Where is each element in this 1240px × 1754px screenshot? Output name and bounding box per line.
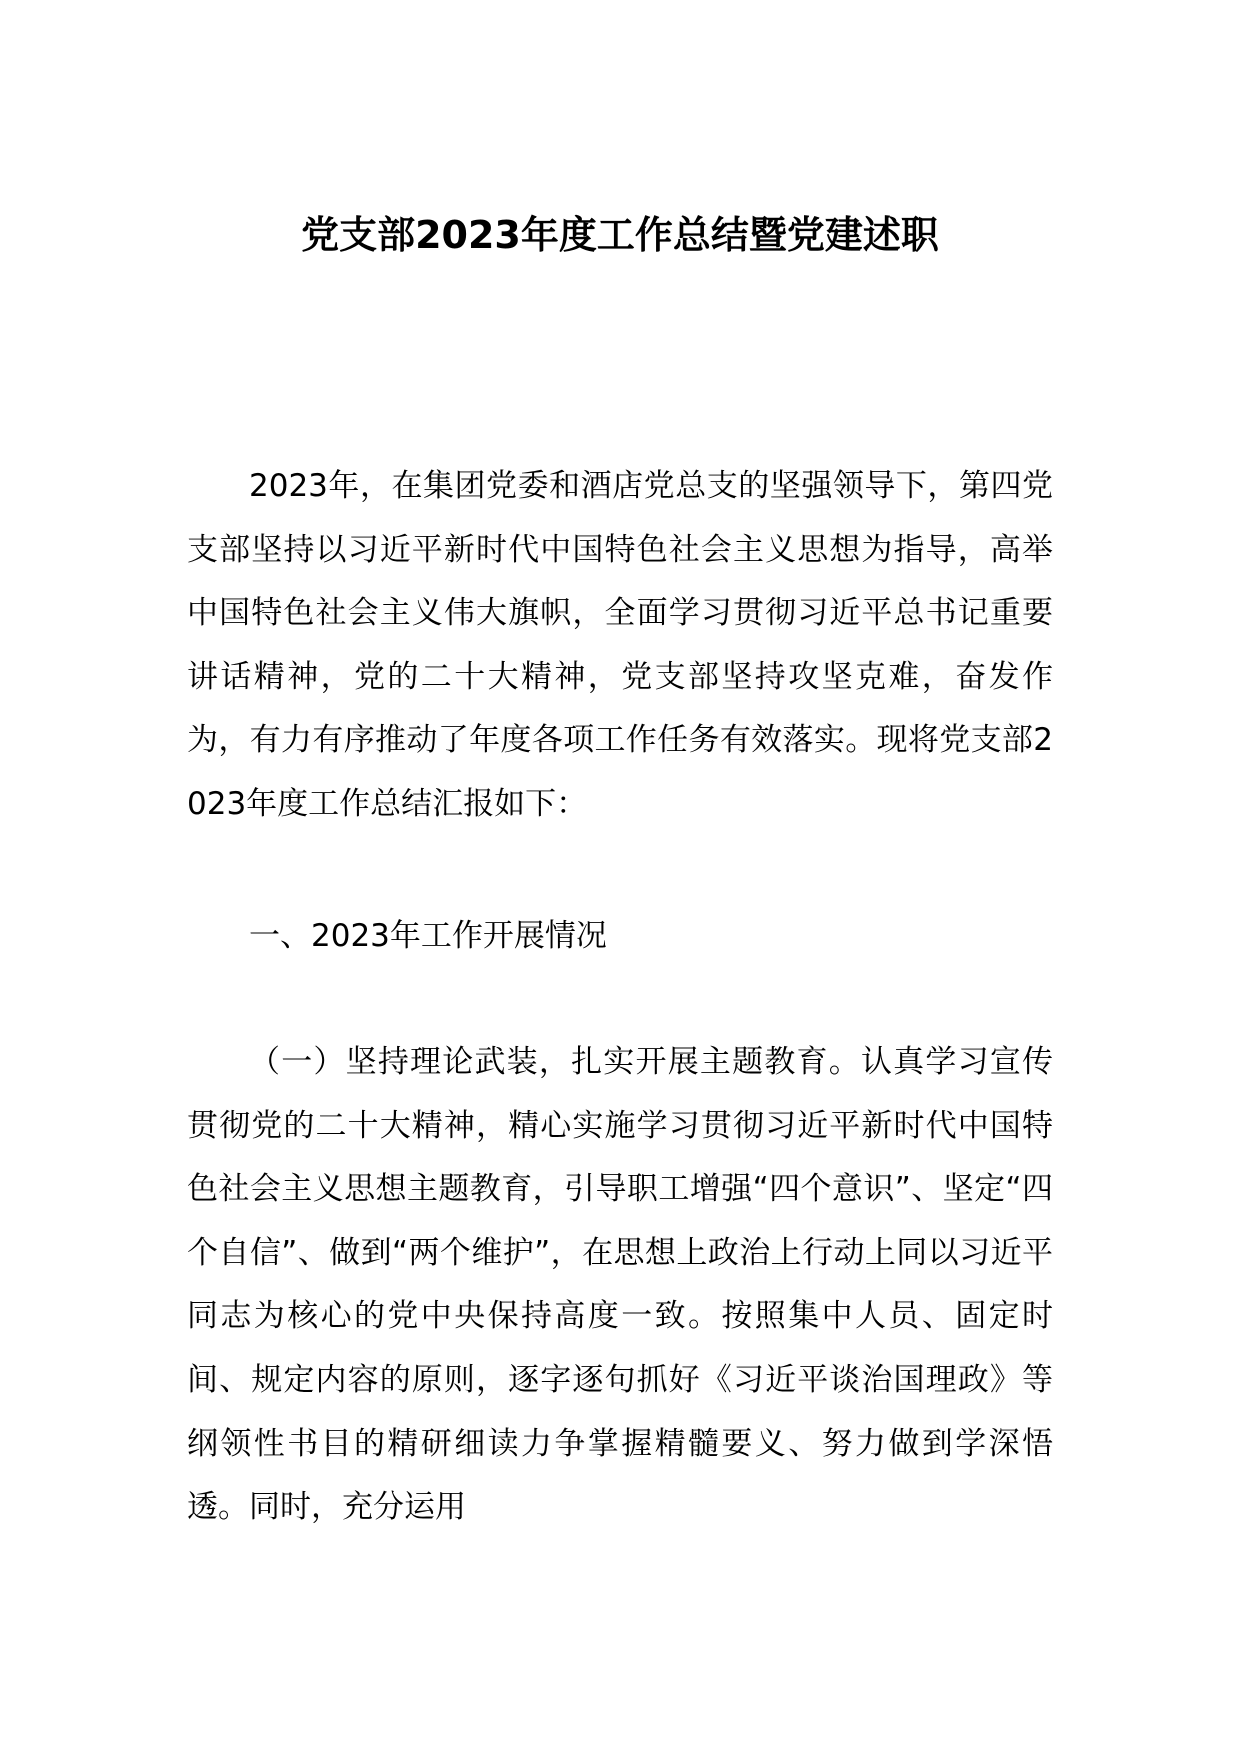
subsection-paragraph: （一）坚持理论武装，扎实开展主题教育。认真学习宣传贯彻党的二十大精神，精心实施学习贯彻习近平新时代中国特色社会主义思想主题教育，引导职工增强“四个意识”、坚定“四个自信”、做到“两个维护”，在思想上政治上行动上同以习近平同志为核心的党中央保持高度一致。按照集中人员、固定时间、规定内容的原则，逐字逐句抓好《习近平谈治国理政》等纲领性书目的精研细读力争掌握精髓要义、努力做到学深悟透。同时，充分运用 bbox=[187, 1044, 1053, 1526]
section-heading-block bbox=[187, 905, 1053, 969]
intro-paragraph-block bbox=[187, 455, 1053, 837]
section-heading: 一、2023年工作开展情况 bbox=[249, 918, 607, 954]
document-title: 党支部2023年度工作总结暨党建述职 bbox=[301, 213, 939, 257]
intro-paragraph: 2023年，在集团党委和酒店党总支的坚强领导下，第四党支部坚持以习近平新时代中国特色社会主义思想为指导，高举中国特色社会主义伟大旗帜，全面学习贯彻习近平总书记重要讲话精神，党的二十大精神，党支部坚持攻坚克难，奋发作为，有力有序推动了年度各项工作任务有效落实。现将党支部2023年度工作总结汇报如下： bbox=[187, 468, 1053, 822]
subsection-paragraph-block bbox=[187, 1031, 1053, 1540]
